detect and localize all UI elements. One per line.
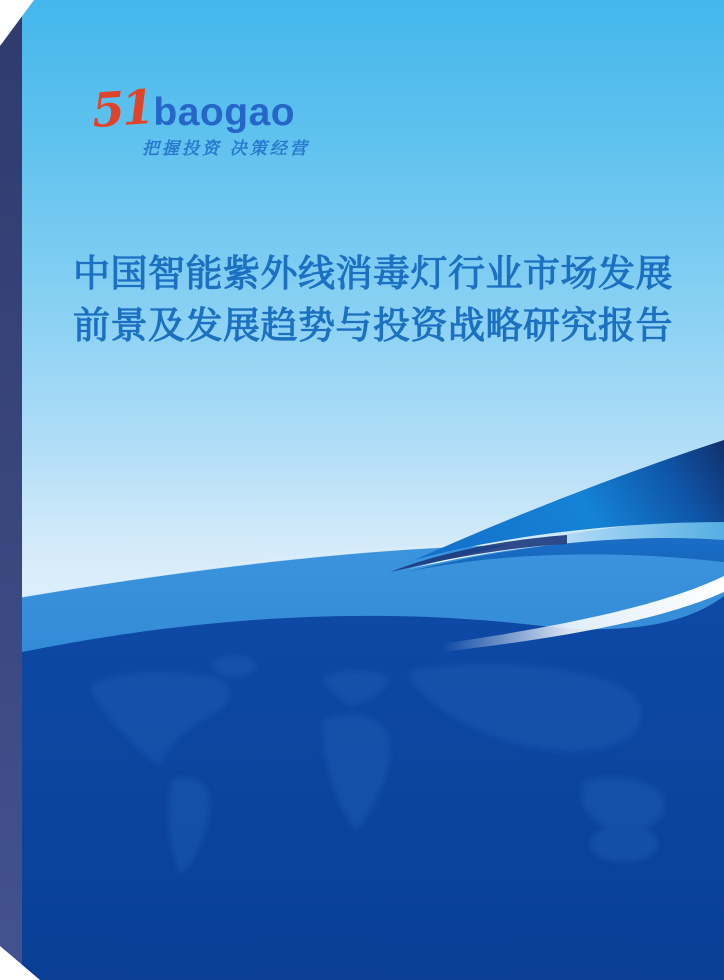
logo-tagline: 把握投资 决策经营 [142,139,310,158]
report-title-line1: 中国智能紫外线消毒灯行业市场发展 [73,253,673,294]
report-title-line2: 前景及发展趋势与投资战略研究报告 [73,305,673,346]
logo-brand-text: baogao [153,91,296,134]
report-title [22,248,724,352]
logo-wordmark [90,79,310,140]
logo-51-mark: 51 [90,79,154,140]
brand-logo [90,79,310,158]
cover-page [22,0,724,980]
wave-graphic [22,420,724,980]
